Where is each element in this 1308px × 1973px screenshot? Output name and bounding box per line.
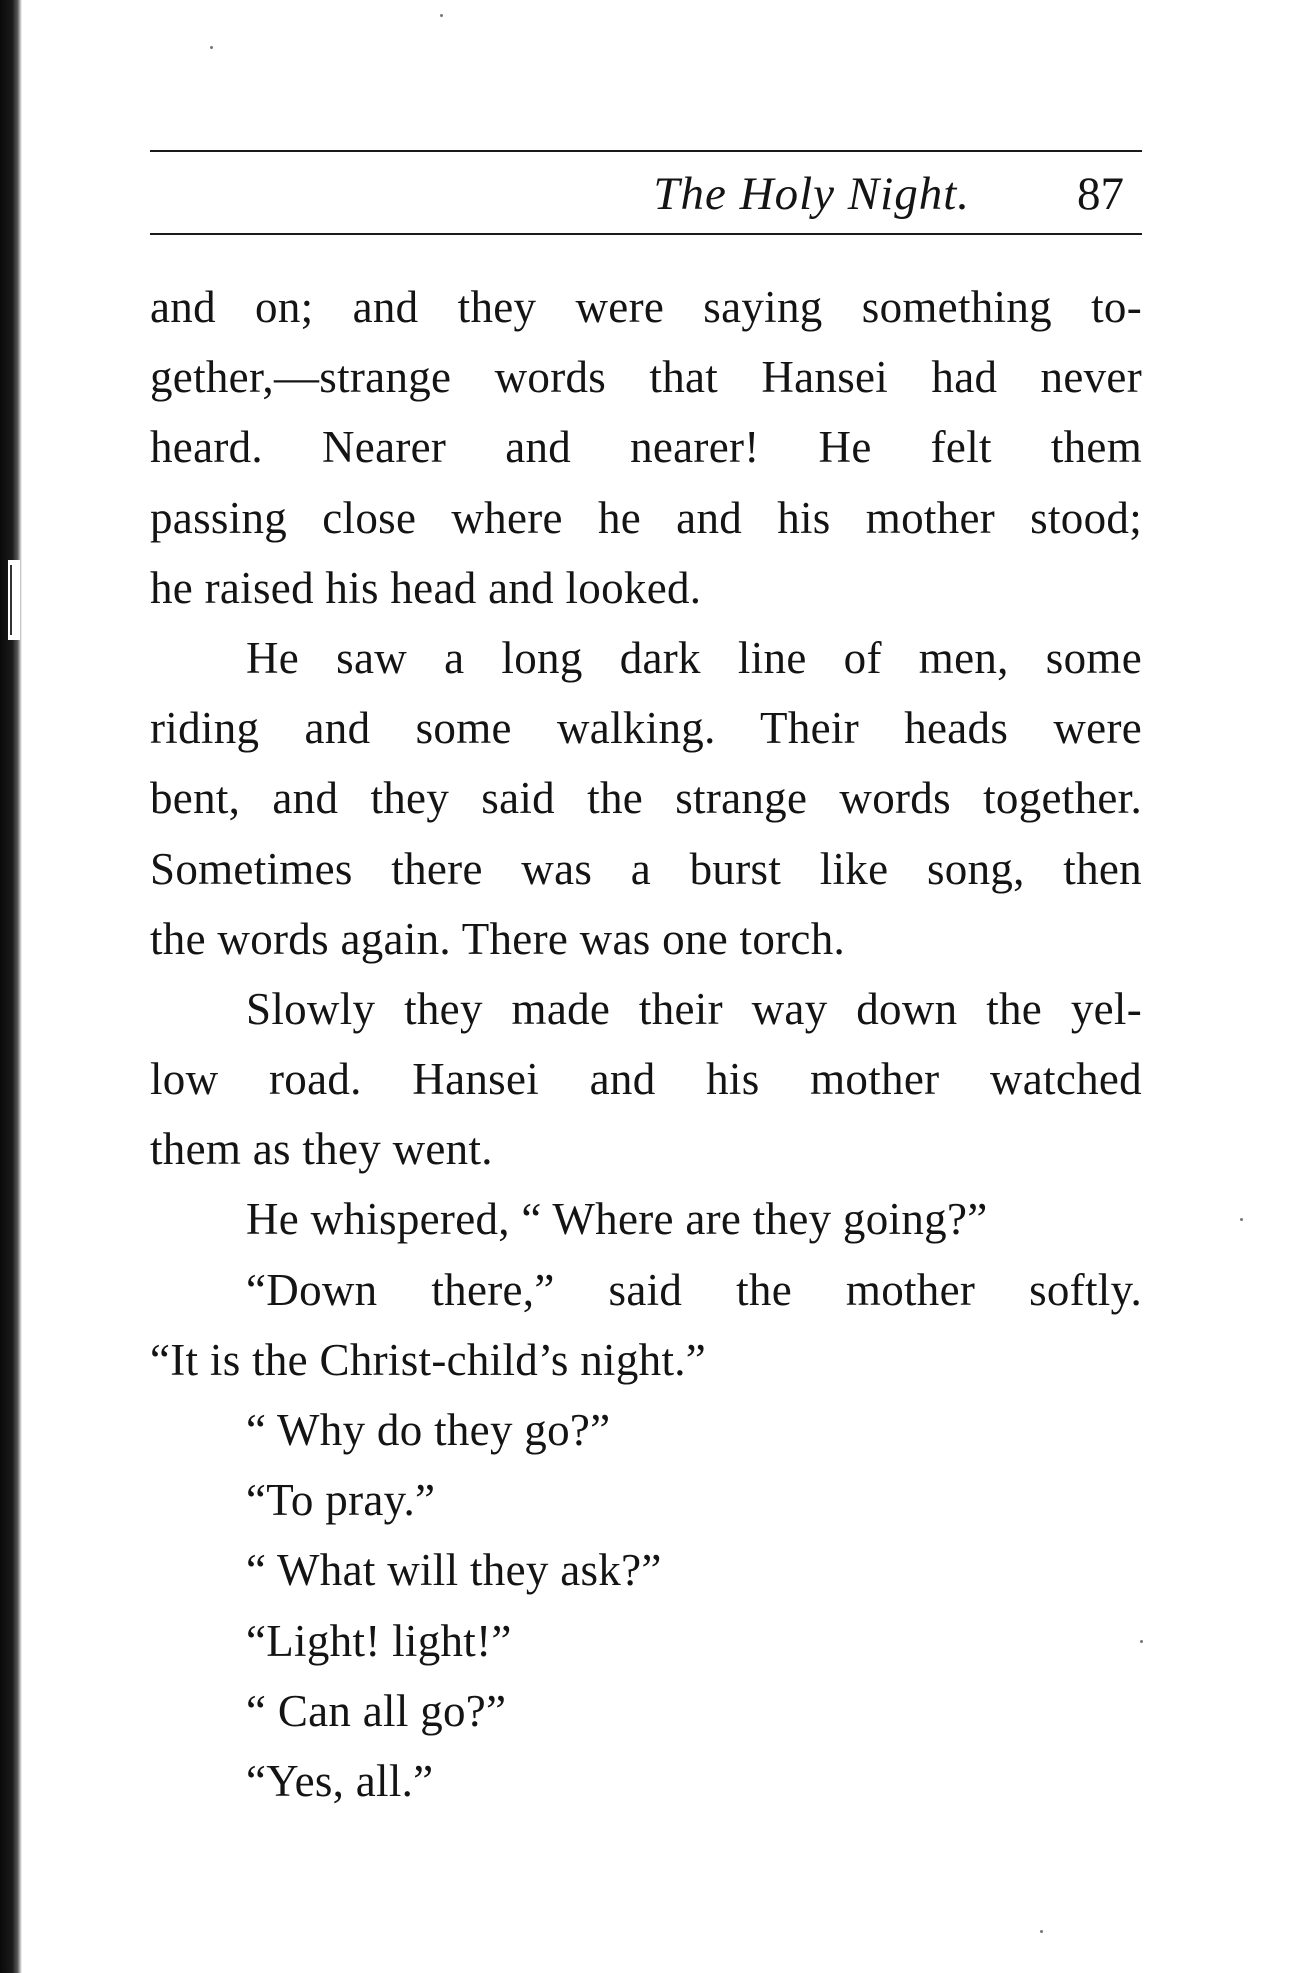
running-head [150,160,1142,228]
book-spine-shadow [0,0,22,1973]
text-line: he raised his head and looked. [150,562,702,613]
page-number: 87 [1077,168,1124,220]
running-title: The Holy Night. [653,168,970,220]
text-line: “To pray.” [246,1475,436,1526]
body-text [150,272,1142,1816]
text-line: and on; and they were saying something to- [150,282,1142,332]
text-line: gether,—strange words that Hansei had never [150,352,1142,403]
spine-gap-line [10,565,12,635]
text-line: “Light! light!” [246,1615,512,1666]
text-line: the words again. There was one torch. [150,913,846,964]
text-line: He whispered, “ Where are they going?” [246,1194,988,1245]
text-line: “ Can all go?” [246,1685,507,1736]
scan-speck [440,14,443,17]
text-line: them as they went. [150,1124,493,1175]
text-line: heard. Nearer and nearer! He felt them [150,422,1142,473]
text-line: “Yes, all.” [246,1755,434,1806]
text-line: “ What will they ask?” [246,1545,662,1596]
text-line: bent, and they said the strange words together. [150,773,1142,824]
scan-speck [1240,1218,1243,1221]
text-line: “It is the Christ-child’s night.” [150,1334,707,1385]
text-line: Slowly they made their way down the yel- [246,983,1142,1034]
text-line: Sometimes there was a burst like song, then [150,843,1142,894]
header-rule-bottom [150,233,1142,235]
scan-speck [210,46,213,49]
text-line: riding and some walking. Their heads were [150,703,1142,754]
scan-speck [1040,1930,1043,1933]
text-line: “ Why do they go?” [246,1405,611,1455]
header-rule-top [150,150,1142,152]
text-line: “Down there,” said the mother softly. [246,1264,1142,1315]
text-line: low road. Hansei and his mother watched [150,1054,1142,1105]
text-line: He saw a long dark line of men, some [246,632,1142,683]
text-line: passing close where he and his mother stood; [150,492,1142,543]
